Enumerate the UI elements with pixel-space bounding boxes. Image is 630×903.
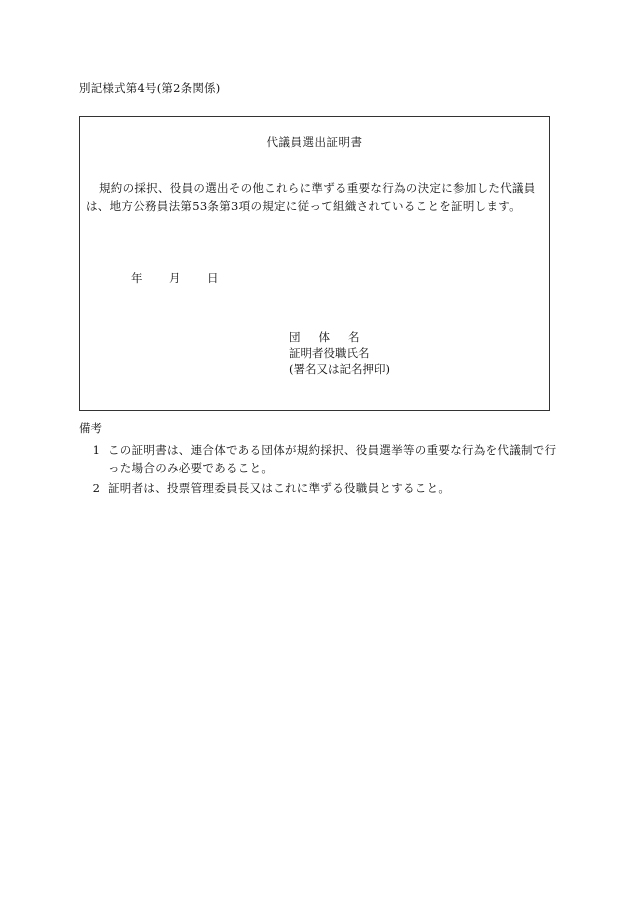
remark-item — [79, 441, 559, 477]
certificate-title: 代議員選出証明書 — [266, 135, 363, 149]
date-month-label: 月 — [169, 271, 181, 285]
certificate-box — [79, 116, 550, 411]
date-line — [131, 270, 219, 286]
remark-number: 2 — [92, 481, 100, 495]
organization-name-label: 団体名 — [289, 330, 378, 344]
remark-text: 証明者は、投票管理委員長又はこれに準ずる役職員とすること。 — [108, 481, 451, 495]
signature-note: (署名又は記名押印) — [289, 362, 390, 376]
signer-block — [289, 329, 390, 377]
date-day-label: 日 — [207, 271, 219, 285]
remark-number: 1 — [92, 443, 100, 457]
certificate-body-text: 規約の採択、役員の選出その他これらに準ずる重要な行為の決定に参加した代議員は、地方公務員法第53条第3項の規定に従って組織されていることを証明します。 — [86, 181, 536, 213]
certifier-title-name-label: 証明者役職氏名 — [289, 346, 370, 360]
date-year-label: 年 — [131, 271, 143, 285]
remarks-section — [79, 420, 559, 499]
form-number-label: 別記様式第4号(第2条関係) — [79, 81, 221, 95]
remark-text: この証明書は、連合体である団体が規約採択、役員選挙等の重要な行為を代議制で行った場合のみ必要であること。 — [108, 443, 557, 475]
remarks-heading: 備考 — [79, 421, 102, 435]
remark-item — [79, 479, 559, 497]
